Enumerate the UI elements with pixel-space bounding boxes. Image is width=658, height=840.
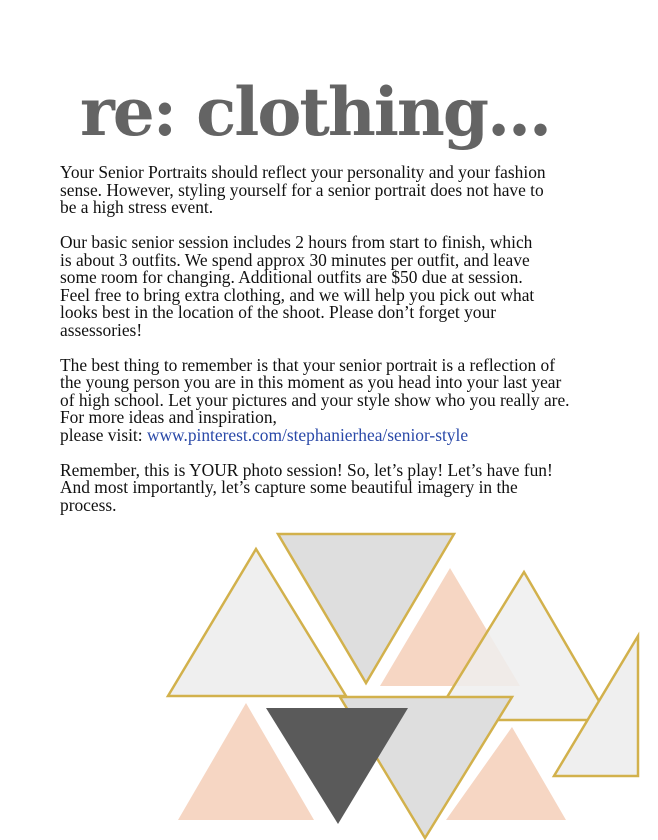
pinterest-link[interactable]: www.pinterest.com/stephanierhea/senior-style: [146, 424, 469, 445]
text-line: The best thing to remember is that your senior portrait is a reflection of: [60, 354, 556, 375]
triangle-decoration: [0, 520, 658, 840]
text-line: process.: [60, 494, 117, 515]
text-line: the young person you are in this moment as you head into your last year: [60, 372, 562, 392]
page-title: re: clothing...: [80, 73, 550, 151]
text-line: Remember, this is YOUR photo session! So, let’s play! Let’s have fun!: [60, 459, 553, 480]
text-line: assessories!: [60, 319, 143, 340]
link-prefix: please visit:: [60, 424, 147, 445]
text-line: Feel free to bring extra clothing, and we will help you pick out what: [60, 284, 535, 305]
link-line: [60, 424, 620, 445]
text-line: is about 3 outfits. We spend approx 30 minutes per outfit, and leave: [60, 249, 530, 270]
text-line: Your Senior Portraits should reflect your personality and your fashion: [60, 162, 546, 182]
text-line: of high school. Let your pictures and your style show who you really are.: [60, 389, 570, 410]
text-line: some room for changing. Additional outfits are $50 due at session.: [60, 267, 523, 287]
paragraph-style: [60, 354, 620, 445]
text-line: And most importantly, let’s capture some beautiful imagery in the: [60, 477, 518, 497]
text-line: looks best in the location of the shoot. Please don’t forget your: [60, 302, 496, 322]
body-text: [60, 164, 620, 532]
paragraph-intro: [60, 164, 620, 217]
text-line: be a high stress event.: [60, 197, 214, 217]
text-line: Our basic senior session includes 2 hours from start to finish, which: [60, 232, 533, 252]
text-line: For more ideas and inspiration,: [60, 407, 277, 427]
paragraph-session: [60, 234, 620, 339]
paragraph-closing: [60, 459, 620, 515]
text-line: sense. However, styling yourself for a senior portrait does not have to: [60, 179, 544, 200]
